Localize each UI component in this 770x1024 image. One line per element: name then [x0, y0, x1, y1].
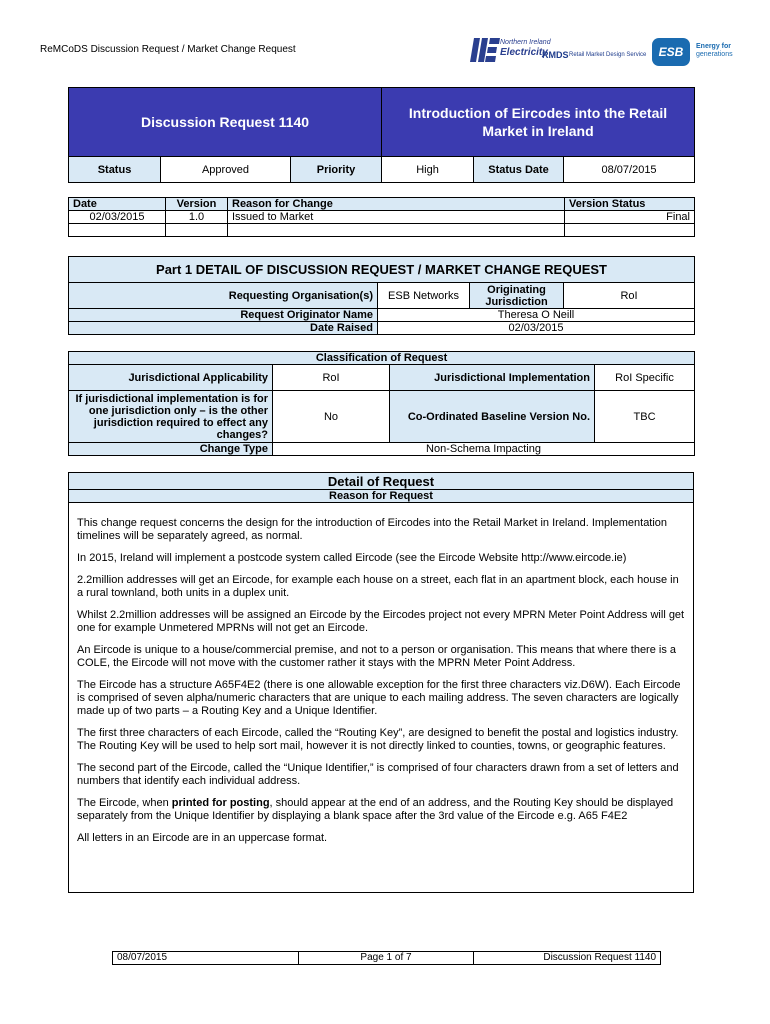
baseline-version-label: Co-Ordinated Baseline Version No.	[390, 391, 595, 443]
other-jurisdiction-value: No	[273, 391, 390, 443]
version-status: Final	[565, 211, 695, 224]
part1-table	[68, 256, 695, 335]
document-header-title: ReMCoDS Discussion Request / Market Change Request	[40, 44, 296, 55]
header-logos	[470, 34, 740, 70]
version-reason: Issued to Market	[228, 211, 565, 224]
detail-of-request-section	[68, 472, 694, 893]
date-raised-value: 02/03/2015	[378, 322, 695, 335]
logo-ni-big: Electricity	[500, 47, 548, 58]
logo-rmds-sub: Retail Market Design Service	[569, 52, 647, 58]
table-row	[69, 211, 695, 224]
jurisdictional-implementation-value: RoI Specific	[595, 365, 695, 391]
priority-value: High	[382, 157, 474, 183]
status-date-label: Status Date	[474, 157, 564, 183]
part1-title: Part 1 DETAIL OF DISCUSSION REQUEST / MARKET CHANGE REQUEST	[69, 257, 695, 283]
version-history-table	[68, 197, 695, 237]
originating-jurisdiction-label: Originating Jurisdiction	[470, 283, 564, 309]
footer-date: 08/07/2015	[113, 952, 299, 965]
p9-before: The Eircode, when	[77, 797, 172, 809]
title-block	[68, 87, 695, 183]
other-jurisdiction-label: If jurisdictional implementation is for one jurisdiction only – is the other jurisdiction required to effect any changes?	[69, 391, 273, 443]
requesting-org-label: Requesting Organisation(s)	[69, 283, 378, 309]
detail-paragraph: The second part of the Eircode, called the “Unique Identifier,” is comprised of four characters drawn from a set of letters and numbers that identify each individual address.	[77, 762, 679, 787]
priority-label: Priority	[291, 157, 382, 183]
version-header-version: Version	[166, 198, 228, 211]
footer-page-number: Page 1 of 7	[299, 952, 474, 965]
version-header-reason: Reason for Change	[228, 198, 565, 211]
detail-paragraph: In 2015, Ireland will implement a postcode system called Eircode (see the Eircode Website http://www.eircode.ie)	[77, 552, 627, 564]
esb-tagline-2: generations	[696, 51, 733, 58]
detail-paragraph-printed-for-posting	[77, 797, 685, 823]
page-footer	[112, 951, 661, 965]
jurisdictional-applicability-label: Jurisdictional Applicability	[69, 365, 273, 391]
p9-bold: printed for posting	[171, 797, 270, 809]
footer-reference: Discussion Request 1140	[474, 952, 661, 965]
version-number: 1.0	[166, 211, 228, 224]
version-date: 02/03/2015	[69, 211, 166, 224]
esb-tagline-1: Energy for	[696, 43, 732, 50]
originator-name-value: Theresa O Neill	[378, 309, 695, 322]
status-date-value: 08/07/2015	[564, 157, 695, 183]
date-raised-label: Date Raised	[69, 322, 378, 335]
detail-paragraph: This change request concerns the design for the introduction of Eircodes into the Retail Market in Ireland. Implementation timelines will be separately agreed, as normal.	[77, 517, 668, 542]
requesting-org-value: ESB Networks	[378, 283, 470, 309]
logo-ni-small: Northern Ireland	[500, 39, 551, 46]
originating-jurisdiction-value: RoI	[564, 283, 695, 309]
detail-subtitle: Reason for Request	[69, 490, 693, 503]
status-value: Approved	[161, 157, 291, 183]
detail-body	[69, 503, 693, 845]
originator-name-label: Request Originator Name	[69, 309, 378, 322]
request-title: Introduction of Eircodes into the Retail Market in Ireland	[382, 88, 695, 157]
esb-logo-icon	[652, 38, 690, 66]
detail-paragraph: Whilst 2.2million addresses will be assigned an Eircode by the Eircodes project not every MPRN Meter Point Address will get one for example Unmetered MPRNs will not get an Eircode.	[77, 609, 685, 634]
jurisdictional-applicability-value: RoI	[273, 365, 390, 391]
detail-paragraph: The Eircode has a structure A65F4E2 (there is one allowable exception for the first three characters viz.D6W). Each Eircode is comprised of seven alpha/numeric characters that are unique to each mailing address. The seven characters are logically made up of two parts – a Routing Key and a Unique Identifier.	[77, 679, 681, 717]
baseline-version-value: TBC	[595, 391, 695, 443]
detail-paragraph: All letters in an Eircode are in an uppercase format.	[77, 832, 328, 844]
p9-after: , should appear at the end of an address, and the Routing Key should be displayed separately from the Unique Identifier by displaying a blank space after the 3rd value of the Eircode e.g. A65 F4E2	[77, 797, 674, 822]
ni-electricity-logo-icon	[470, 36, 500, 64]
classification-table	[68, 351, 695, 456]
detail-paragraph: The first three characters of each Eircode, called the “Routing Key”, are designed to benefit the postal and logistics industry. The Routing Key will be used to help sort mail, however it is not directly linked to counties, towns, or geographic features.	[77, 727, 679, 752]
discussion-request-number: Discussion Request 1140	[69, 88, 382, 157]
logo-rmds: RMDS	[542, 50, 569, 60]
table-row	[69, 224, 695, 237]
esb-logo-text: ESB	[658, 45, 684, 59]
detail-paragraph: 2.2million addresses will get an Eircode, for example each house on a street, each flat in an apartment block, each house in a rural townland, both units in a duplex unit.	[77, 574, 679, 599]
version-header-status: Version Status	[565, 198, 695, 211]
version-header-date: Date	[69, 198, 166, 211]
detail-paragraph: An Eircode is unique to a house/commercial premise, and not to a person or organisation. This means that where there is a COLE, the Eircode will not move with the customer rather it stays with the MPRN Meter Point Address.	[77, 644, 677, 669]
change-type-label: Change Type	[69, 443, 273, 456]
change-type-value: Non-Schema Impacting	[273, 443, 695, 456]
status-label: Status	[69, 157, 161, 183]
jurisdictional-implementation-label: Jurisdictional Implementation	[390, 365, 595, 391]
detail-title: Detail of Request	[69, 473, 693, 490]
classification-title: Classification of Request	[69, 352, 695, 365]
